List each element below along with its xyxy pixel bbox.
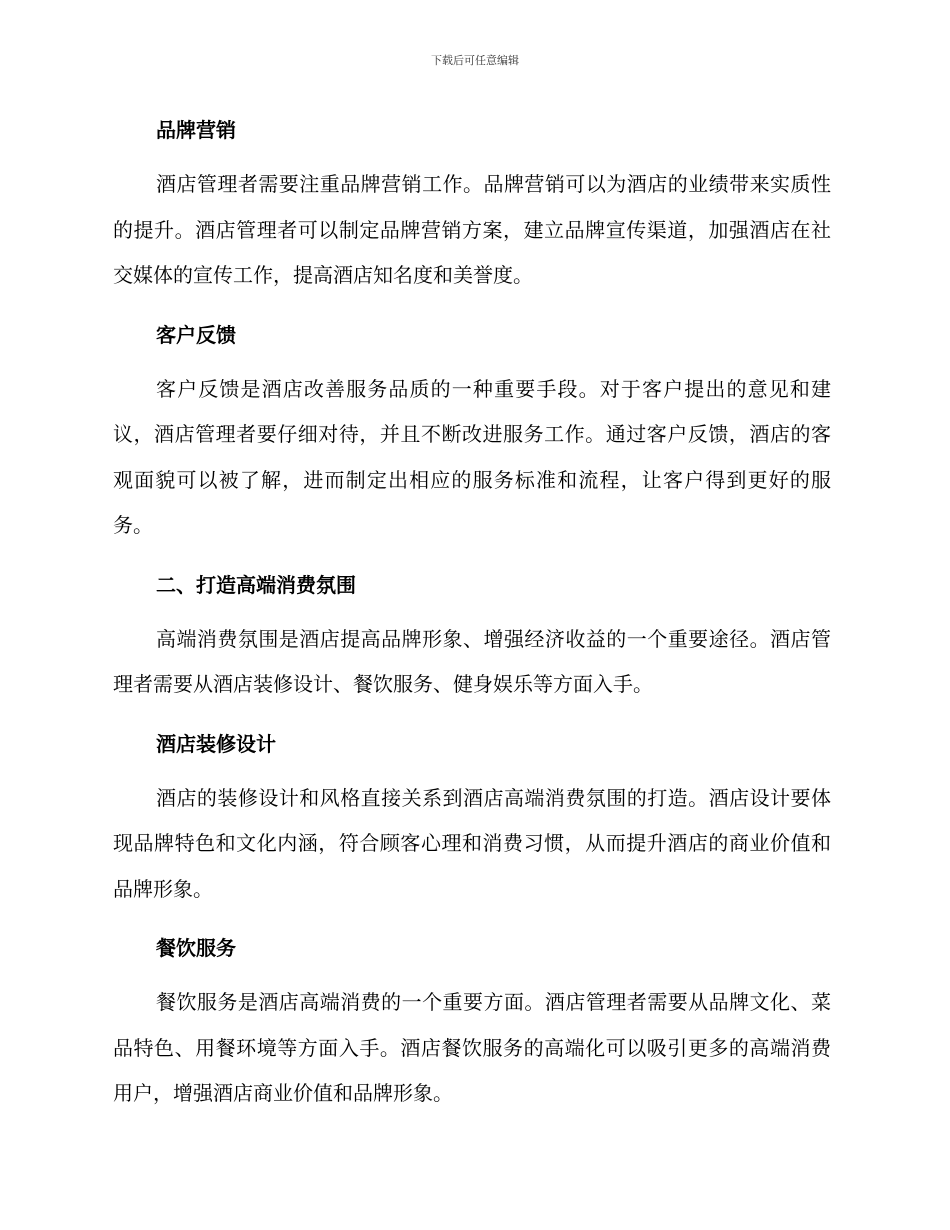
section-heading: 酒店装修设计 <box>156 731 276 756</box>
section-heading: 客户反馈 <box>156 322 236 347</box>
section-paragraph: 高端消费氛围是酒店提高品牌形象、增强经济收益的一个重要途径。酒店管理者需要从酒店装修设计、餐饮服务、健身娱乐等方面入手。 <box>113 626 831 696</box>
section-heading: 餐饮服务 <box>156 936 236 960</box>
section-customer-feedback <box>113 315 831 565</box>
section-catering-service <box>113 928 831 1117</box>
page-header-note: 下载后可任意编辑 <box>431 54 519 67</box>
section-paragraph: 餐饮服务是酒店高端消费的一个重要方面。酒店管理者需要从品牌文化、菜品特色、用餐环境等方面入手。酒店餐饮服务的高端化可以吸引更多的高端消费用户，增强酒店商业价值和品牌形象。 <box>113 990 831 1105</box>
section-paragraph: 酒店的装修设计和风格直接关系到酒店高端消费氛围的打造。酒店设计要体现品牌特色和文化内涵，符合顾客心理和消费习惯，从而提升酒店的商业价值和品牌形象。 <box>113 785 831 901</box>
section-hotel-decoration-design <box>113 724 831 929</box>
section-heading: 品牌营销 <box>156 118 236 142</box>
section-high-end-atmosphere <box>113 565 831 724</box>
section-paragraph: 客户反馈是酒店改善服务品质的一种重要手段。对于客户提出的意见和建议，酒店管理者要仔细对待，并且不断改进服务工作。通过客户反馈，酒店的客观面貌可以被了解，进而制定出相应的服务标准和流程，让客户得到更好的服务。 <box>113 376 831 537</box>
section-paragraph: 酒店管理者需要注重品牌营销工作。品牌营销可以为酒店的业绩带来实质性的提升。酒店管理者可以制定品牌营销方案，建立品牌宣传渠道，加强酒店在社交媒体的宣传工作，提高酒店知名度和美誉度。 <box>113 172 831 287</box>
section-heading: 二、打造高端消费氛围 <box>156 572 356 597</box>
document-body <box>113 110 831 1117</box>
section-brand-marketing <box>113 110 831 315</box>
